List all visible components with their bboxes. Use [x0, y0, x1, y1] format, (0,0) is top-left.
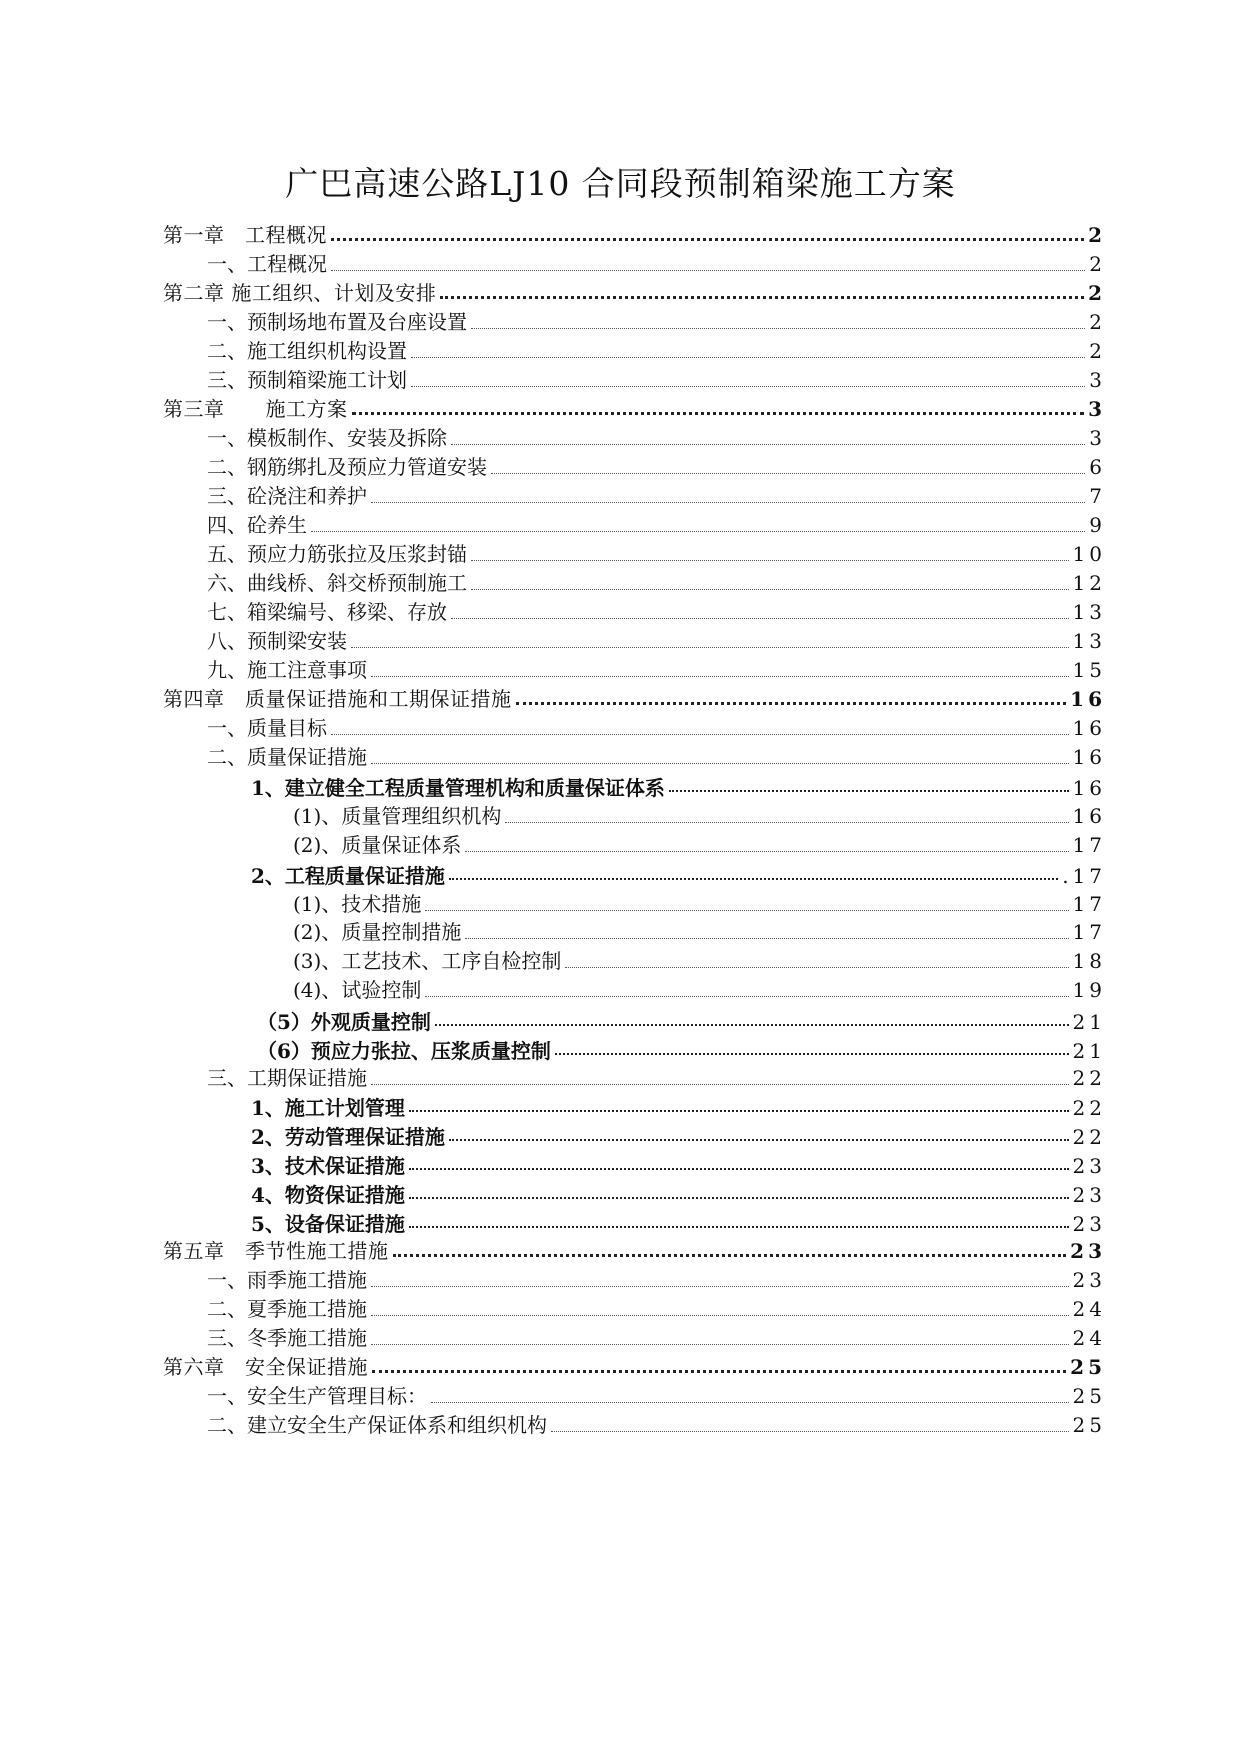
toc-entry-label: 四、砼养生: [207, 513, 307, 537]
dot-leader: [352, 412, 1085, 415]
toc-entry[interactable]: [207, 1408, 1106, 1438]
toc-entry[interactable]: [257, 1034, 1106, 1064]
toc-entry[interactable]: [251, 1149, 1106, 1179]
toc-page-number: 2: [1089, 310, 1106, 334]
toc-entry[interactable]: [293, 915, 1106, 945]
toc-entry[interactable]: [207, 566, 1106, 596]
dot-leader: [331, 238, 1084, 241]
toc-entry[interactable]: [207, 1379, 1106, 1409]
toc-page-number: 16: [1072, 776, 1106, 800]
toc-page-number: 23: [1072, 1268, 1106, 1292]
toc-chapter-entry[interactable]: [163, 1350, 1106, 1380]
toc-entry[interactable]: [207, 1263, 1106, 1293]
toc-page-number: 2: [1088, 223, 1106, 247]
toc-page-number: 17: [1072, 920, 1106, 944]
toc-page-number: 7: [1089, 484, 1106, 508]
toc-page-number: 23: [1070, 1239, 1106, 1263]
toc-entry-label: 一、工程概况: [207, 252, 327, 276]
toc-page-number: 17: [1072, 892, 1106, 916]
toc-page-number: 16: [1072, 804, 1106, 828]
toc-entry-label: 1、建立健全工程质量管理机构和质量保证体系: [251, 776, 665, 800]
dot-leader: [465, 938, 1068, 939]
dot-leader: [331, 734, 1069, 735]
dot-leader: [371, 1084, 1069, 1085]
toc-entry[interactable]: [251, 771, 1106, 801]
dot-leader: [435, 1024, 1069, 1026]
toc-entry-label: 第一章 工程概况: [163, 223, 327, 247]
toc-entry-label: 4、物资保证措施: [251, 1183, 405, 1207]
toc-page-number: 25: [1072, 1384, 1106, 1408]
toc-entry-label: 三、工期保证措施: [207, 1066, 367, 1090]
toc-entry-label: 三、砼浇注和养护: [207, 484, 367, 508]
dot-leader: [425, 910, 1068, 911]
toc-entry-label: 第四章 质量保证措施和工期保证措施: [163, 687, 512, 711]
toc-entry[interactable]: [207, 305, 1106, 335]
toc-page-number: 18: [1072, 949, 1106, 973]
toc-chapter-entry[interactable]: [163, 276, 1106, 306]
dot-leader: [371, 1315, 1069, 1316]
toc-entry[interactable]: [251, 1120, 1106, 1150]
toc-entry-label: 三、冬季施工措施: [207, 1326, 367, 1350]
toc-entry[interactable]: [251, 1091, 1106, 1121]
toc-page-number: 21: [1072, 1010, 1106, 1034]
toc-entry-label: 二、钢筋绑扎及预应力管道安装: [207, 455, 487, 479]
toc-entry-label: (2)、质量控制措施: [293, 920, 462, 944]
toc-page-number: 13: [1072, 629, 1106, 653]
toc-entry-label: 第二章 施工组织、计划及安排: [163, 281, 437, 305]
dot-leader: [371, 1344, 1069, 1345]
toc-page-number: 24: [1072, 1326, 1106, 1350]
toc-entry[interactable]: [207, 508, 1106, 538]
dot-leader: [471, 328, 1085, 329]
dot-leader: [371, 502, 1085, 503]
dot-leader: [431, 1402, 1069, 1403]
toc-page-number: 12: [1072, 571, 1106, 595]
toc-page-number: 22: [1072, 1066, 1106, 1090]
toc-page-number: 2: [1089, 339, 1106, 363]
toc-entry-label: 七、箱梁编号、移梁、存放: [207, 600, 447, 624]
toc-entry-label: 八、预制梁安装: [207, 629, 347, 653]
toc-page-number: 17: [1072, 833, 1106, 857]
toc-entry-label: 九、施工注意事项: [207, 658, 367, 682]
toc-entry-label: 六、曲线桥、斜交桥预制施工: [207, 571, 467, 595]
toc-page-number: 16: [1072, 716, 1106, 740]
toc-page-number: 16: [1072, 745, 1106, 769]
dot-leader: [505, 822, 1068, 823]
toc-page-number: 23: [1072, 1183, 1106, 1207]
toc-page-number: 3: [1089, 426, 1106, 450]
dot-leader: [425, 996, 1068, 997]
toc-entry[interactable]: [251, 1178, 1106, 1208]
dot-leader: [440, 296, 1084, 299]
dot-leader: [409, 1168, 1069, 1170]
toc-entry[interactable]: [293, 944, 1106, 974]
toc-page-number: 9: [1089, 513, 1106, 537]
dot-leader: [331, 270, 1085, 271]
dot-leader: [409, 1226, 1069, 1228]
toc-entry-label: (4)、试验控制: [293, 978, 422, 1002]
dot-leader: [371, 676, 1069, 677]
toc-entry-label: 第六章 安全保证措施: [163, 1355, 368, 1379]
toc-entry[interactable]: [293, 799, 1106, 829]
toc-entry-label: 五、预应力筋张拉及压浆封锚: [207, 542, 467, 566]
toc-entry-label: 一、预制场地布置及台座设置: [207, 310, 467, 334]
toc-entry-label: 第五章 季节性施工措施: [163, 1239, 389, 1263]
toc-entry[interactable]: [207, 653, 1106, 683]
toc-page-number: 25: [1072, 1413, 1106, 1437]
toc-chapter-entry[interactable]: [163, 218, 1106, 248]
toc-entry[interactable]: [293, 973, 1106, 1003]
toc-entry-label: 5、设备保证措施: [251, 1212, 405, 1236]
dot-leader: [311, 531, 1085, 532]
toc-entry-label: (3)、工艺技术、工序自检控制: [293, 949, 562, 973]
toc-entry-label: 二、施工组织机构设置: [207, 339, 407, 363]
toc-entry-label: 1、施工计划管理: [251, 1096, 405, 1120]
dot-leader: [351, 647, 1069, 648]
toc-page-number: 23: [1072, 1154, 1106, 1178]
toc-entry-label: 一、雨季施工措施: [207, 1268, 367, 1292]
dot-leader: [449, 878, 1058, 880]
toc-entry[interactable]: [207, 1321, 1106, 1351]
toc-page-number: 22: [1072, 1125, 1106, 1149]
toc-entry-label: 第三章 施工方案: [163, 397, 348, 421]
toc-entry[interactable]: [207, 479, 1106, 509]
toc-entry-label: 2、工程质量保证措施: [251, 864, 445, 888]
toc-page-number: 15: [1072, 658, 1106, 682]
dot-leader: [491, 473, 1085, 474]
dot-leader: [465, 851, 1068, 852]
dot-leader: [451, 444, 1085, 445]
toc-entry-label: 二、建立安全生产保证体系和组织机构: [207, 1413, 547, 1437]
toc-entry[interactable]: [207, 1292, 1106, 1322]
toc-entry[interactable]: [207, 1061, 1106, 1091]
toc-page-number: 23: [1072, 1212, 1106, 1236]
dot-leader: [371, 763, 1069, 764]
toc-entry-label: 一、安全生产管理目标：: [207, 1384, 427, 1408]
toc-chapter-entry[interactable]: [163, 682, 1106, 712]
toc-entry-label: （5）外观质量控制: [257, 1010, 431, 1034]
toc-chapter-entry[interactable]: [163, 1234, 1106, 1264]
toc-entry[interactable]: [207, 421, 1106, 451]
toc-entry[interactable]: [207, 740, 1106, 770]
toc-entry-label: （6）预应力张拉、压浆质量控制: [257, 1039, 551, 1063]
toc-page-number: 16: [1070, 687, 1106, 711]
toc-entry[interactable]: [207, 247, 1106, 277]
toc-page-number: 3: [1088, 397, 1106, 421]
dot-leader: [409, 1110, 1069, 1112]
toc-page-number: 22: [1072, 1096, 1106, 1120]
dot-leader: [551, 1431, 1069, 1432]
toc-entry-label: (2)、质量保证体系: [293, 833, 462, 857]
toc-page-number: 19: [1072, 978, 1106, 1002]
toc-entry[interactable]: [293, 828, 1106, 858]
toc-entry[interactable]: [257, 1005, 1106, 1035]
toc-page-number: 10: [1072, 542, 1106, 566]
dot-leader: [471, 560, 1069, 561]
toc-entry-label: 二、质量保证措施: [207, 745, 367, 769]
dot-leader: [411, 357, 1085, 358]
dot-leader: [516, 702, 1067, 705]
document-title: 广巴高速公路LJ10 合同段预制箱梁施工方案: [285, 164, 956, 203]
toc-page-number: 24: [1072, 1297, 1106, 1321]
dot-leader: [393, 1254, 1067, 1257]
toc-entry[interactable]: [207, 537, 1106, 567]
dot-leader: [565, 967, 1068, 968]
dot-leader: [371, 1286, 1069, 1287]
toc-entry[interactable]: [207, 624, 1106, 654]
toc-page-number: .17: [1062, 864, 1106, 888]
toc-page-number: 13: [1072, 600, 1106, 624]
toc-entry-label: 3、技术保证措施: [251, 1154, 405, 1178]
dot-leader: [451, 618, 1069, 619]
dot-leader: [372, 1370, 1066, 1373]
toc-entry-label: (1)、技术措施: [293, 892, 422, 916]
toc-entry-label: 2、劳动管理保证措施: [251, 1125, 445, 1149]
toc-entry[interactable]: [207, 595, 1106, 625]
dot-leader: [471, 589, 1069, 590]
toc-page-number: 6: [1089, 455, 1106, 479]
toc-entry-label: 三、预制箱梁施工计划: [207, 368, 407, 392]
toc-entry[interactable]: [207, 334, 1106, 364]
toc-page-number: 2: [1088, 281, 1106, 305]
dot-leader: [449, 1139, 1069, 1141]
toc-page-number: 21: [1072, 1039, 1106, 1063]
toc-entry[interactable]: [207, 363, 1106, 393]
toc-entry-label: (1)、质量管理组织机构: [293, 804, 502, 828]
toc-entry[interactable]: [207, 450, 1106, 480]
toc-page-number: 25: [1070, 1355, 1106, 1379]
toc-entry[interactable]: [293, 887, 1106, 917]
toc-entry-label: 一、质量目标: [207, 716, 327, 740]
toc-chapter-entry[interactable]: [163, 392, 1106, 422]
toc-entry[interactable]: [251, 1207, 1106, 1237]
toc-entry-label: 二、夏季施工措施: [207, 1297, 367, 1321]
dot-leader: [409, 1197, 1069, 1199]
toc-entry[interactable]: [207, 711, 1106, 741]
toc-page-number: 2: [1089, 252, 1106, 276]
dot-leader: [669, 790, 1069, 792]
dot-leader: [555, 1053, 1069, 1055]
toc-entry[interactable]: [251, 859, 1106, 889]
toc-entry-label: 一、模板制作、安装及拆除: [207, 426, 447, 450]
toc-page-number: 3: [1089, 368, 1106, 392]
dot-leader: [411, 386, 1085, 387]
